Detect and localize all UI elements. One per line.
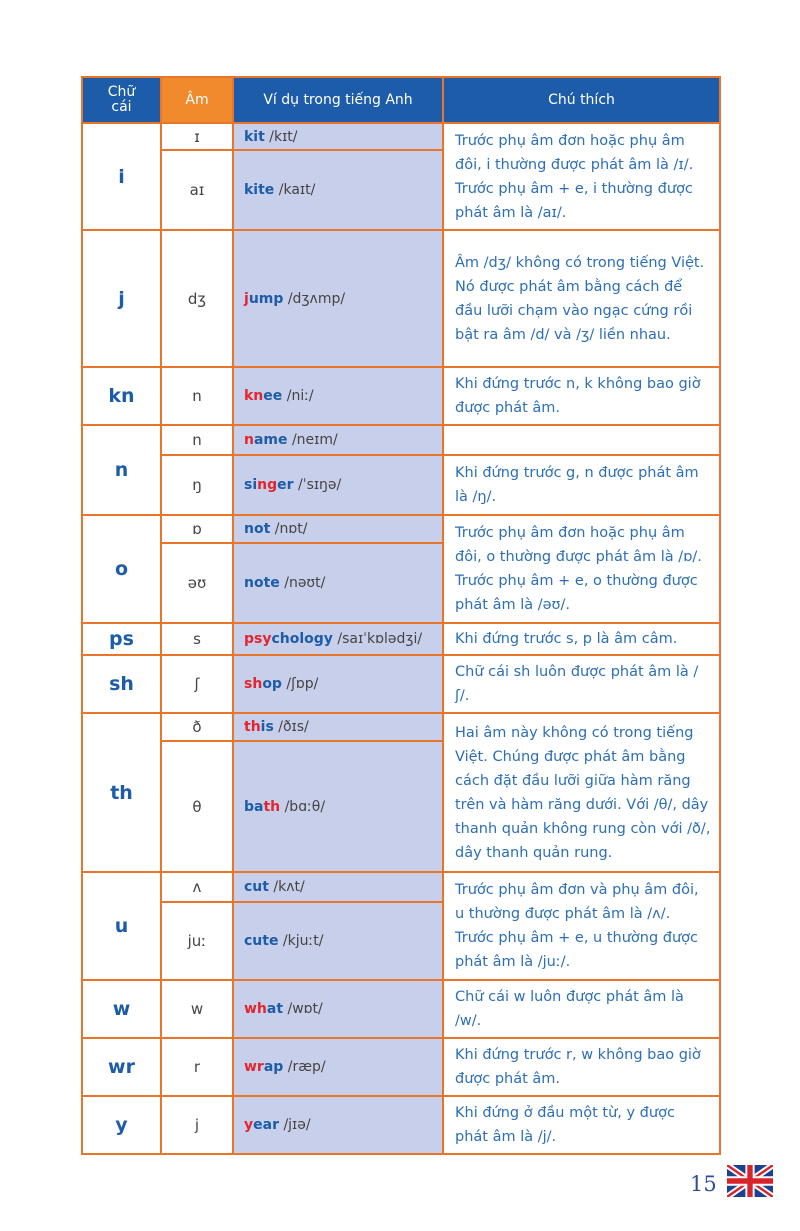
example-ipa: /niː/ xyxy=(282,388,314,404)
example-cell xyxy=(233,713,443,741)
example-ipa: /wɒt/ xyxy=(283,1001,323,1017)
table-row xyxy=(82,655,720,713)
example-word-highlight: sh xyxy=(244,676,263,692)
example-cell xyxy=(233,1038,443,1096)
example-word-rest: is xyxy=(260,719,274,735)
example-cell xyxy=(233,655,443,713)
example-ipa: /dʒʌmp/ xyxy=(283,290,346,307)
note-cell: Khi đứng trước g, n được phát âm là /ŋ/. xyxy=(443,455,720,515)
example-cell xyxy=(233,623,443,655)
phonics-table xyxy=(81,76,721,1155)
example-cell xyxy=(233,543,443,623)
table-row xyxy=(82,425,720,455)
sound-cell: n xyxy=(161,425,233,455)
example-cell xyxy=(233,872,443,902)
example-word-rest: kite xyxy=(244,182,275,198)
sound-cell: ʃ xyxy=(161,655,233,713)
note-cell xyxy=(443,425,720,455)
letter-cell: j xyxy=(82,230,161,367)
example-cell xyxy=(233,980,443,1038)
letter-cell: w xyxy=(82,980,161,1038)
example-ipa: /nəʊt/ xyxy=(279,575,326,591)
example-word-rest: ear xyxy=(253,1117,279,1133)
note-cell: Trước phụ âm đơn hoặc phụ âm đôi, i thường được phát âm là /ɪ/. Trước phụ âm + e, i thường được phát âm là /aɪ/. xyxy=(443,123,720,230)
header-example: Ví dụ trong tiếng Anh xyxy=(233,77,443,123)
example-cell xyxy=(233,123,443,150)
table-row xyxy=(82,123,720,150)
example-ipa: /bɑːθ/ xyxy=(280,798,326,815)
example-word-start: si xyxy=(244,477,258,493)
example-cell xyxy=(233,902,443,980)
example-ipa: /jɪə/ xyxy=(279,1117,311,1133)
sound-cell: n xyxy=(161,367,233,425)
table-row xyxy=(82,455,720,515)
example-word-rest: ump xyxy=(248,290,284,307)
example-word-rest: ame xyxy=(253,432,288,448)
example-word-rest: cut xyxy=(244,879,269,895)
header-note: Chú thích xyxy=(443,77,720,123)
example-word-rest: at xyxy=(266,1001,284,1017)
note-cell: Khi đứng trước r, w không bao giờ được phát âm. xyxy=(443,1038,720,1096)
letter-cell: ps xyxy=(82,623,161,655)
example-ipa: /kaɪt/ xyxy=(274,182,316,198)
example-ipa: /saɪˈkɒlədʒi/ xyxy=(332,631,423,647)
sound-cell: θ xyxy=(161,741,233,872)
example-cell xyxy=(233,230,443,367)
letter-cell: th xyxy=(82,713,161,872)
note-cell: Khi đứng ở đầu một từ, y được phát âm là /j/. xyxy=(443,1096,720,1154)
letter-cell: wr xyxy=(82,1038,161,1096)
table-row xyxy=(82,367,720,425)
note-cell: Trước phụ âm đơn và phụ âm đôi, u thường được phát âm là /ʌ/. Trước phụ âm + e, u thường được phát âm là /juː/. xyxy=(443,872,720,980)
table-row xyxy=(82,230,720,367)
letter-cell: kn xyxy=(82,367,161,425)
letter-cell: y xyxy=(82,1096,161,1154)
example-cell xyxy=(233,367,443,425)
uk-flag-icon xyxy=(727,1165,773,1197)
example-ipa: /neɪm/ xyxy=(287,432,338,448)
sound-cell: juː xyxy=(161,902,233,980)
note-cell: Chữ cái w luôn được phát âm là /w/. xyxy=(443,980,720,1038)
letter-cell: sh xyxy=(82,655,161,713)
example-ipa: /kʌt/ xyxy=(268,879,305,895)
table-row xyxy=(82,872,720,902)
note-cell: Hai âm này không có trong tiếng Việt. Chúng được phát âm bằng cách đặt đầu lưỡi giữa hàm răng trên và hàm răng dưới. Với /θ/, dây thanh quản không rung còn với /ð/, dây thanh quản rung. xyxy=(443,713,720,872)
example-word-highlight: psy xyxy=(244,631,272,647)
example-ipa: /ræp/ xyxy=(283,1059,326,1075)
page-number: 15 xyxy=(690,1172,717,1196)
header-row xyxy=(82,77,720,123)
letter-cell: n xyxy=(82,425,161,515)
example-word-highlight: ng xyxy=(257,477,278,493)
header-letter: Chữ cái xyxy=(82,77,161,123)
example-word-rest: note xyxy=(244,575,280,591)
example-word-highlight: y xyxy=(244,1117,254,1133)
example-word-highlight: th xyxy=(244,719,261,735)
example-cell xyxy=(233,515,443,543)
sound-cell: s xyxy=(161,623,233,655)
sound-cell: r xyxy=(161,1038,233,1096)
table-row xyxy=(82,713,720,741)
example-word-rest: ee xyxy=(263,388,283,404)
example-word-rest: cute xyxy=(244,933,279,949)
example-word-start: ba xyxy=(244,798,264,815)
sound-cell: ŋ xyxy=(161,455,233,515)
table-row xyxy=(82,623,720,655)
example-word-highlight: th xyxy=(263,798,281,815)
table-row xyxy=(82,1096,720,1154)
sound-cell: ɒ xyxy=(161,515,233,543)
example-cell xyxy=(233,1096,443,1154)
example-cell xyxy=(233,455,443,515)
example-cell xyxy=(233,741,443,872)
example-word-rest: not xyxy=(244,521,271,537)
example-word-rest: ap xyxy=(263,1059,284,1075)
note-cell: Khi đứng trước s, p là âm câm. xyxy=(443,623,720,655)
example-word-rest: kit xyxy=(244,128,265,145)
example-ipa: /nɒt/ xyxy=(270,521,308,537)
example-cell xyxy=(233,425,443,455)
example-word-highlight: j xyxy=(244,290,249,307)
table-row xyxy=(82,1038,720,1096)
sound-cell: aɪ xyxy=(161,150,233,230)
sound-cell: əʊ xyxy=(161,543,233,623)
letter-cell: i xyxy=(82,123,161,230)
example-word-rest: er xyxy=(277,477,294,493)
table-row xyxy=(82,515,720,543)
sound-cell: ð xyxy=(161,713,233,741)
example-word-rest: op xyxy=(262,676,282,692)
note-cell: Âm /dʒ/ không có trong tiếng Việt. Nó được phát âm bằng cách để đầu lưỡi chạm vào ngạc cứng rồi bật ra âm /d/ và /ʒ/ liền nhau. xyxy=(443,230,720,367)
example-word-rest: chology xyxy=(271,631,333,647)
letter-cell: o xyxy=(82,515,161,623)
sound-cell: ɪ xyxy=(161,123,233,150)
example-word-highlight: wr xyxy=(244,1059,264,1075)
note-cell: Chữ cái sh luôn được phát âm là /ʃ/. xyxy=(443,655,720,713)
example-ipa: /ˈsɪŋə/ xyxy=(293,477,342,493)
example-ipa: /kjuːt/ xyxy=(278,933,324,949)
example-word-highlight: wh xyxy=(244,1001,267,1017)
example-word-highlight: n xyxy=(244,432,254,448)
note-cell: Khi đứng trước n, k không bao giờ được phát âm. xyxy=(443,367,720,425)
table-row xyxy=(82,980,720,1038)
header-sound: Âm xyxy=(161,77,233,123)
example-ipa: /ðɪs/ xyxy=(273,719,309,735)
sound-cell: ʌ xyxy=(161,872,233,902)
sound-cell: j xyxy=(161,1096,233,1154)
note-cell: Trước phụ âm đơn hoặc phụ âm đôi, o thường được phát âm là /ɒ/. Trước phụ âm + e, o thường được phát âm là /əʊ/. xyxy=(443,515,720,623)
sound-cell: dʒ xyxy=(161,230,233,367)
example-word-highlight: kn xyxy=(244,388,264,404)
example-cell xyxy=(233,150,443,230)
letter-cell: u xyxy=(82,872,161,980)
example-ipa: /kɪt/ xyxy=(264,128,298,145)
sound-cell: w xyxy=(161,980,233,1038)
example-ipa: /ʃɒp/ xyxy=(281,676,319,692)
